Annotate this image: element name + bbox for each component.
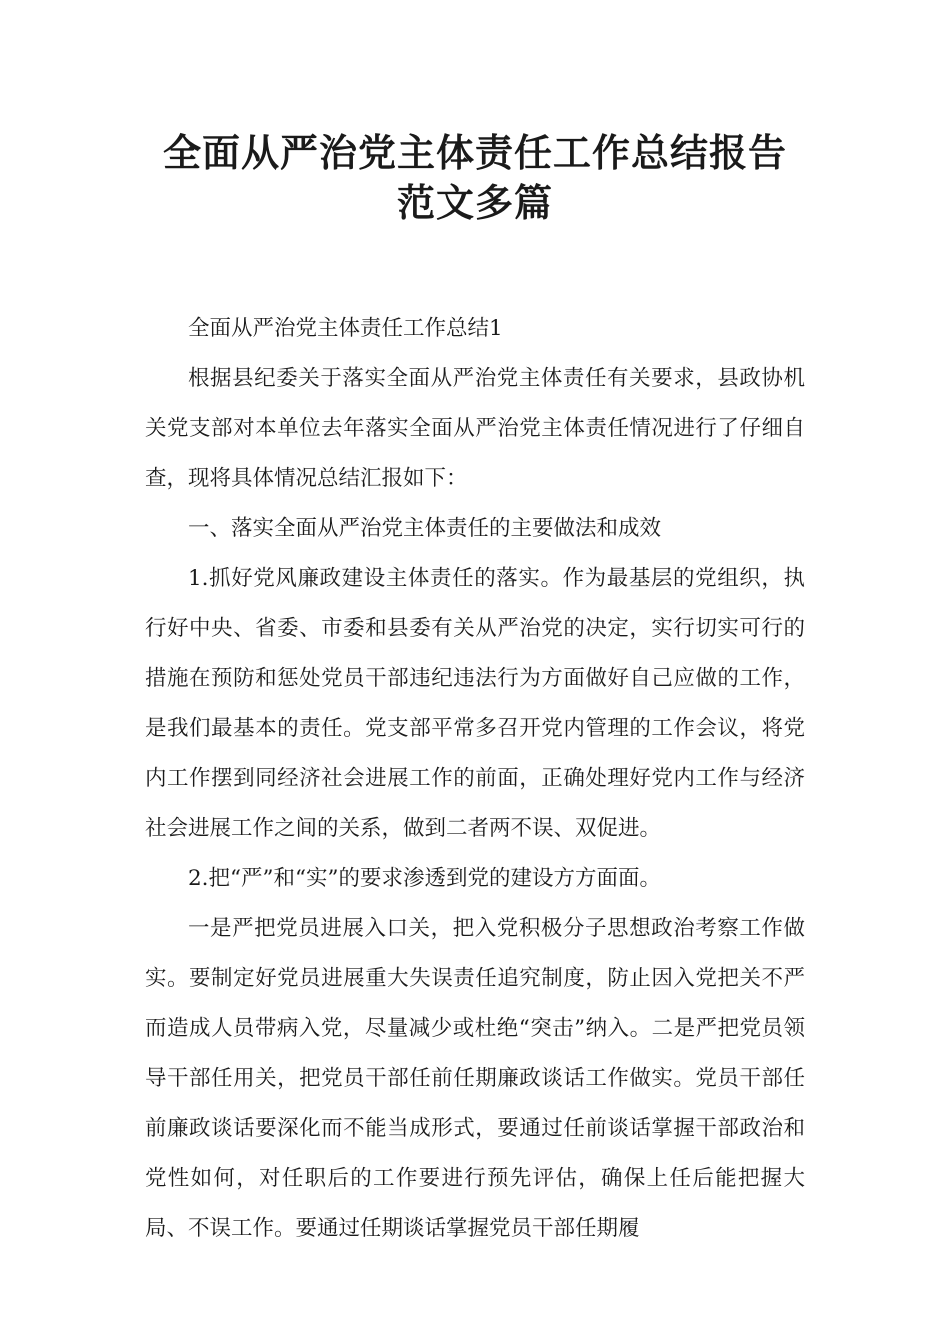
paragraph: 1.抓好党风廉政建设主体责任的落实。作为最基层的党组织，执行好中央、省委、市委和县委有关从严治党的决定，实行切实可行的措施在预防和惩处党员干部违纪违法行为方面做好自己应做的工作，是我们最基本的责任。党支部平常多召开党内管理的工作会议，将党内工作摆到同经济社会进展工作的前面，正确处理好党内工作与经济社会进展工作之间的关系，做到二者两不误、双促进。 bbox=[145, 566, 805, 841]
section-heading: 全面从严治党主体责任工作总结1 bbox=[188, 316, 503, 341]
paragraph: 一是严把党员进展入口关，把入党积极分子思想政治考察工作做实。要制定好党员进展重大失误责任追究制度，防止因入党把关不严而造成人员带病入党，尽量减少或杜绝“突击”纳入。二是严把党员领导干部任用关，把党员干部任前任期廉政谈话工作做实。党员干部任前廉政谈话要深化而不能当成形式，要通过任前谈话掌握干部政治和党性如何，对任职后的工作要进行预先评估，确保上任后能把握大局、不误工作。要通过任期谈话掌握党员干部任期履 bbox=[145, 916, 805, 1241]
paragraph: 根据县纪委关于落实全面从严治党主体责任有关要求，县政协机关党支部对本单位去年落实全面从严治党主体责任情况进行了仔细自查，现将具体情况总结汇报如下： bbox=[145, 366, 805, 491]
paragraph: 2.把“严”和“实”的要求渗透到党的建设方方面面。 bbox=[188, 866, 661, 891]
document-title: 全面从严治党主体责任工作总结报告范文多篇 bbox=[162, 131, 787, 225]
document-body bbox=[145, 304, 805, 1254]
subsection-heading: 一、落实全面从严治党主体责任的主要做法和成效 bbox=[188, 516, 662, 541]
